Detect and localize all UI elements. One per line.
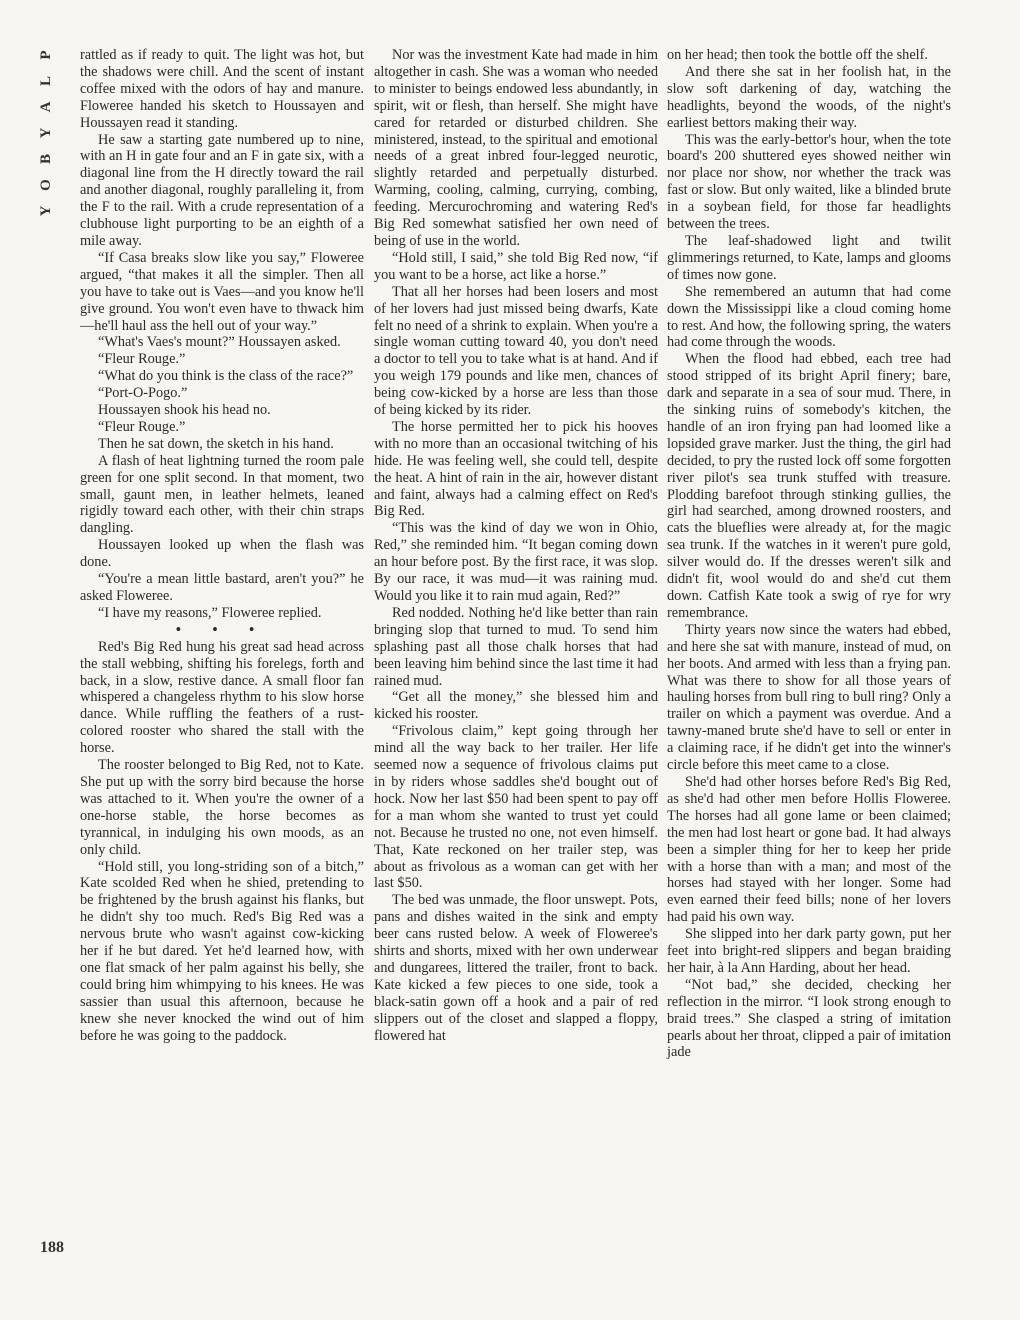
masthead-letter: A [38,101,54,113]
paragraph: The horse permitted her to pick his hooves with no more than an occasional twitching of his hide. He was feeling well, she could tell, despite the heat. A hint of rain in the air, however distant and faint, always had a calming effect on Red's Big Red. [374,418,658,520]
paragraph: “Fleur Rouge.” [98,351,186,368]
paragraph: “Hold still, you long-striding son of a bitch,” Kate scolded Red when he shied, pretending to be frightened by the brush against his flanks, but he didn't shy too much. Red's Big Red was a nervous brute who wasn't against cow-kicking her if he but dared. Yet he'd learned how, with one flat smack of her palm against his belly, she could bring him whimpying to his knees. He was sassier than usual this afternoon, because he knew she never knocked the wind out of him before he was going to the paddock. [80,858,364,1044]
text-column-1 [80,47,364,1044]
masthead-letter: B [38,154,54,165]
masthead-letter: L [38,76,54,87]
page-number: 188 [40,1239,64,1256]
paragraph: “What's Vaes's mount?” Houssayen asked. [98,334,341,351]
paragraph: “What do you think is the class of the race?” [98,368,354,385]
text-column-2 [374,47,658,1044]
paragraph: “I have my reasons,” Floweree replied. [98,604,322,621]
paragraph: Red nodded. Nothing he'd like better than rain bringing slop that turned to mud. To send him splashing past all those chalk horses that had been leaving him behind since the last time it had rained mud. [374,604,658,689]
paragraph: “You're a mean little bastard, aren't you?” he asked Floweree. [80,571,364,604]
paragraph: Houssayen looked up when the flash was done. [80,537,364,571]
masthead-letter: P [38,50,54,60]
paragraph: And there she sat in her foolish hat, in the slow soft darkening of day, watching the headlights, beyond the woods, of the night's earliest bettors making their way. [667,63,951,131]
paragraph: Then he sat down, the sketch in his hand. [98,435,334,452]
paragraph: She'd had other horses before Red's Big Red, as she'd had other men before Hollis Floweree. The horses had all gone lame or been claimed; the men had lost heart or gone bad. It had always been a simpler thing for her to keep her pride with a horse than with a man; and most of the horses had stayed with her longer. Some had even earned their feed bills; none of her lovers had paid his own way. [667,773,951,926]
paragraph: Thirty years now since the waters had ebbed, and here she sat with manure, instead of mud, on her boots. And armed with less than a frying pan. What was there to show for all those years of hauling horses from bull ring to bull ring? Only a trailer on which a payment was overdue. And a tawny-maned brute she'd have to sell or enter in a claiming race, if he didn't get into the winner's circle before this meet came to a close. [667,621,951,774]
paragraph: She remembered an autumn that had come down the Mississippi like a cloud coming home to rest. And how, the following spring, the waters had come through the woods. [667,283,951,351]
masthead [30,42,62,224]
masthead-letter: O [38,179,54,191]
paragraph: A flash of heat lightning turned the room pale green for one split second. In that moment, two small, gaunt men, in leather helmets, leaned rigidly toward each other, with their chin straps dangling. [80,452,364,537]
paragraph: “Not bad,” she decided, checking her reflection in the mirror. “I look strong enough to braid trees.” She clasped a string of imitation pearls about her throat, clipped a pair of imitation jade [667,976,951,1061]
paragraph: “If Casa breaks slow like you say,” Floweree argued, “that makes it all the simpler. Then all you have to take out is Vaes—and you know he'll give ground. You won't even have to thwack him—he'll haul ass the hell out of your way.” [80,249,364,334]
paragraph: He saw a starting gate numbered up to nine, with an H in gate four and an F in gate six, with a diagonal line from the H directly toward the rail and another diagonal, roughly paralleling it, from the F to the rail. With a crude representation of a clubhouse light purporting to be an eighth of a mile away. [80,131,364,249]
paragraph: “This was the kind of day we won in Ohio, Red,” she reminded him. “It began coming down an hour before post. By the first race, it was slop. By our race, it was mud—it was raining mud. Would you like it to rain mud again, Red?” [374,520,658,604]
paragraph: This was the early-bettor's hour, when the tote board's 200 shuttered eyes showed neither win nor place nor show, nor whether the track was fast or slow. But only waited, like a blinded brute in a soybean field, for those far headlights between the trees. [667,131,951,233]
paragraph: “Get all the money,” she blessed him and kicked his rooster. [374,689,658,723]
text-column-3 [667,47,951,1061]
paragraph: The bed was unmade, the floor unswept. Pots, pans and dishes waited in the sink and empty beer cans rusted below. A week of Floweree's shirts and shorts, mixed with her own underwear and dungarees, littered the trailer, front to back. Kate kicked a few pieces to one side, took a black-satin gown off a hook and a pair of red slippers out of the closet and slapped a floppy, flowered hat [374,892,658,1044]
paragraph: rattled as if ready to quit. The light was hot, but the shadows were chill. And the scent of instant coffee mixed with the odors of hay and manure. Floweree handed his sketch to Houssayen and Houssayen read it standing. [80,47,364,131]
paragraph: “Frivolous claim,” kept going through her mind all the way back to her trailer. Her life seemed now a sequence of frivolous claims put in by riders whose saddles she'd bought out of hock. Now her last $50 had been spent to pay off for a man whom she wanted to trust yet could not. Because he trusted no one, not even himself. That, Kate reckoned on her trailer step, was about as frivolous as a woman can get with her last $50. [374,723,658,892]
paragraph: Red's Big Red hung his great sad head across the stall webbing, shifting his forelegs, forth and back, in a slow, restive dance. A small floor fan whispered a changeless rhythm to his slow horse dance. While ruffling the feathers of a rust-colored rooster who shared the stall with the horse. [80,638,364,757]
paragraph: The rooster belonged to Big Red, not to Kate. She put up with the sorry bird because the horse was attached to it. When you're the owner of a one-horse stable, the horse becomes as tyrannical, in indulging his own moods, as an only child. [80,757,364,858]
paragraph: on her head; then took the bottle off the shelf. [667,47,928,63]
paragraph: When the flood had ebbed, each tree had stood stripped of its bright April finery; bare, dark and separate in a sea of sour mud. There, in the sinking ruins of somebody's kitchen, the handle of an iron frying pan had loomed like a lopsided grave marker. Just the thing, the girl had decided, to pry the rusted lock off some forgotten river pilot's sea trunk stuffed with treasure. Plodding barefoot through stinking gullies, the girl had searched, among drowned roosters, and cats the blueflies were already at, for the magic sea trunk. If the watches in it weren't pure gold, silver would do. If the dresses weren't silk and didn't fit, wool would do and she'd cut them down. Catfish Kate took a swig of rye for wry remembrance. [667,351,951,621]
paragraph: “Hold still, I said,” she told Big Red now, “if you want to be a horse, act like a horse.” [374,249,658,283]
paragraph: She slipped into her dark party gown, put her feet into bright-red slippers and began braiding her hair, à la Ann Harding, about her head. [667,926,951,976]
paragraph: That all her horses had been losers and most of her lovers had just missed being dwarfs, Kate felt no need of a shrink to explain. When you're a single woman cutting toward 40, you don't need a doctor to tell you to take what is at hand. And if you weigh 179 pounds and like men, chances of being cow-kicked by a horse are less than those of being kicked by its rider. [374,283,658,419]
section-separator: • • • [175,621,269,638]
paragraph: Houssayen shook his head no. [98,402,271,419]
paragraph: “Fleur Rouge.” [98,418,186,435]
masthead-letter: Y [38,127,54,139]
paragraph: “Port-O-Pogo.” [98,385,188,402]
masthead-letter: Y [38,205,54,217]
paragraph: The leaf-shadowed light and twilit glimmerings returned, to Kate, lamps and glooms of times now gone. [667,232,951,283]
paragraph: Nor was the investment Kate had made in him altogether in cash. She was a woman who needed to minister to beings endowed less abundantly, in spirit, wit or flesh, than herself. She might have cared for retarded or disturbed children. She ministered, instead, to the spiritual and emotional needs of a great inbred four-legged neurotic, slightly retarded and perpetually disturbed. Warming, cooling, calming, currying, combing, feeding. Mercurochroming and watering Red's Big Red somewhat satisfied her own need of being of use in the world. [374,47,658,249]
